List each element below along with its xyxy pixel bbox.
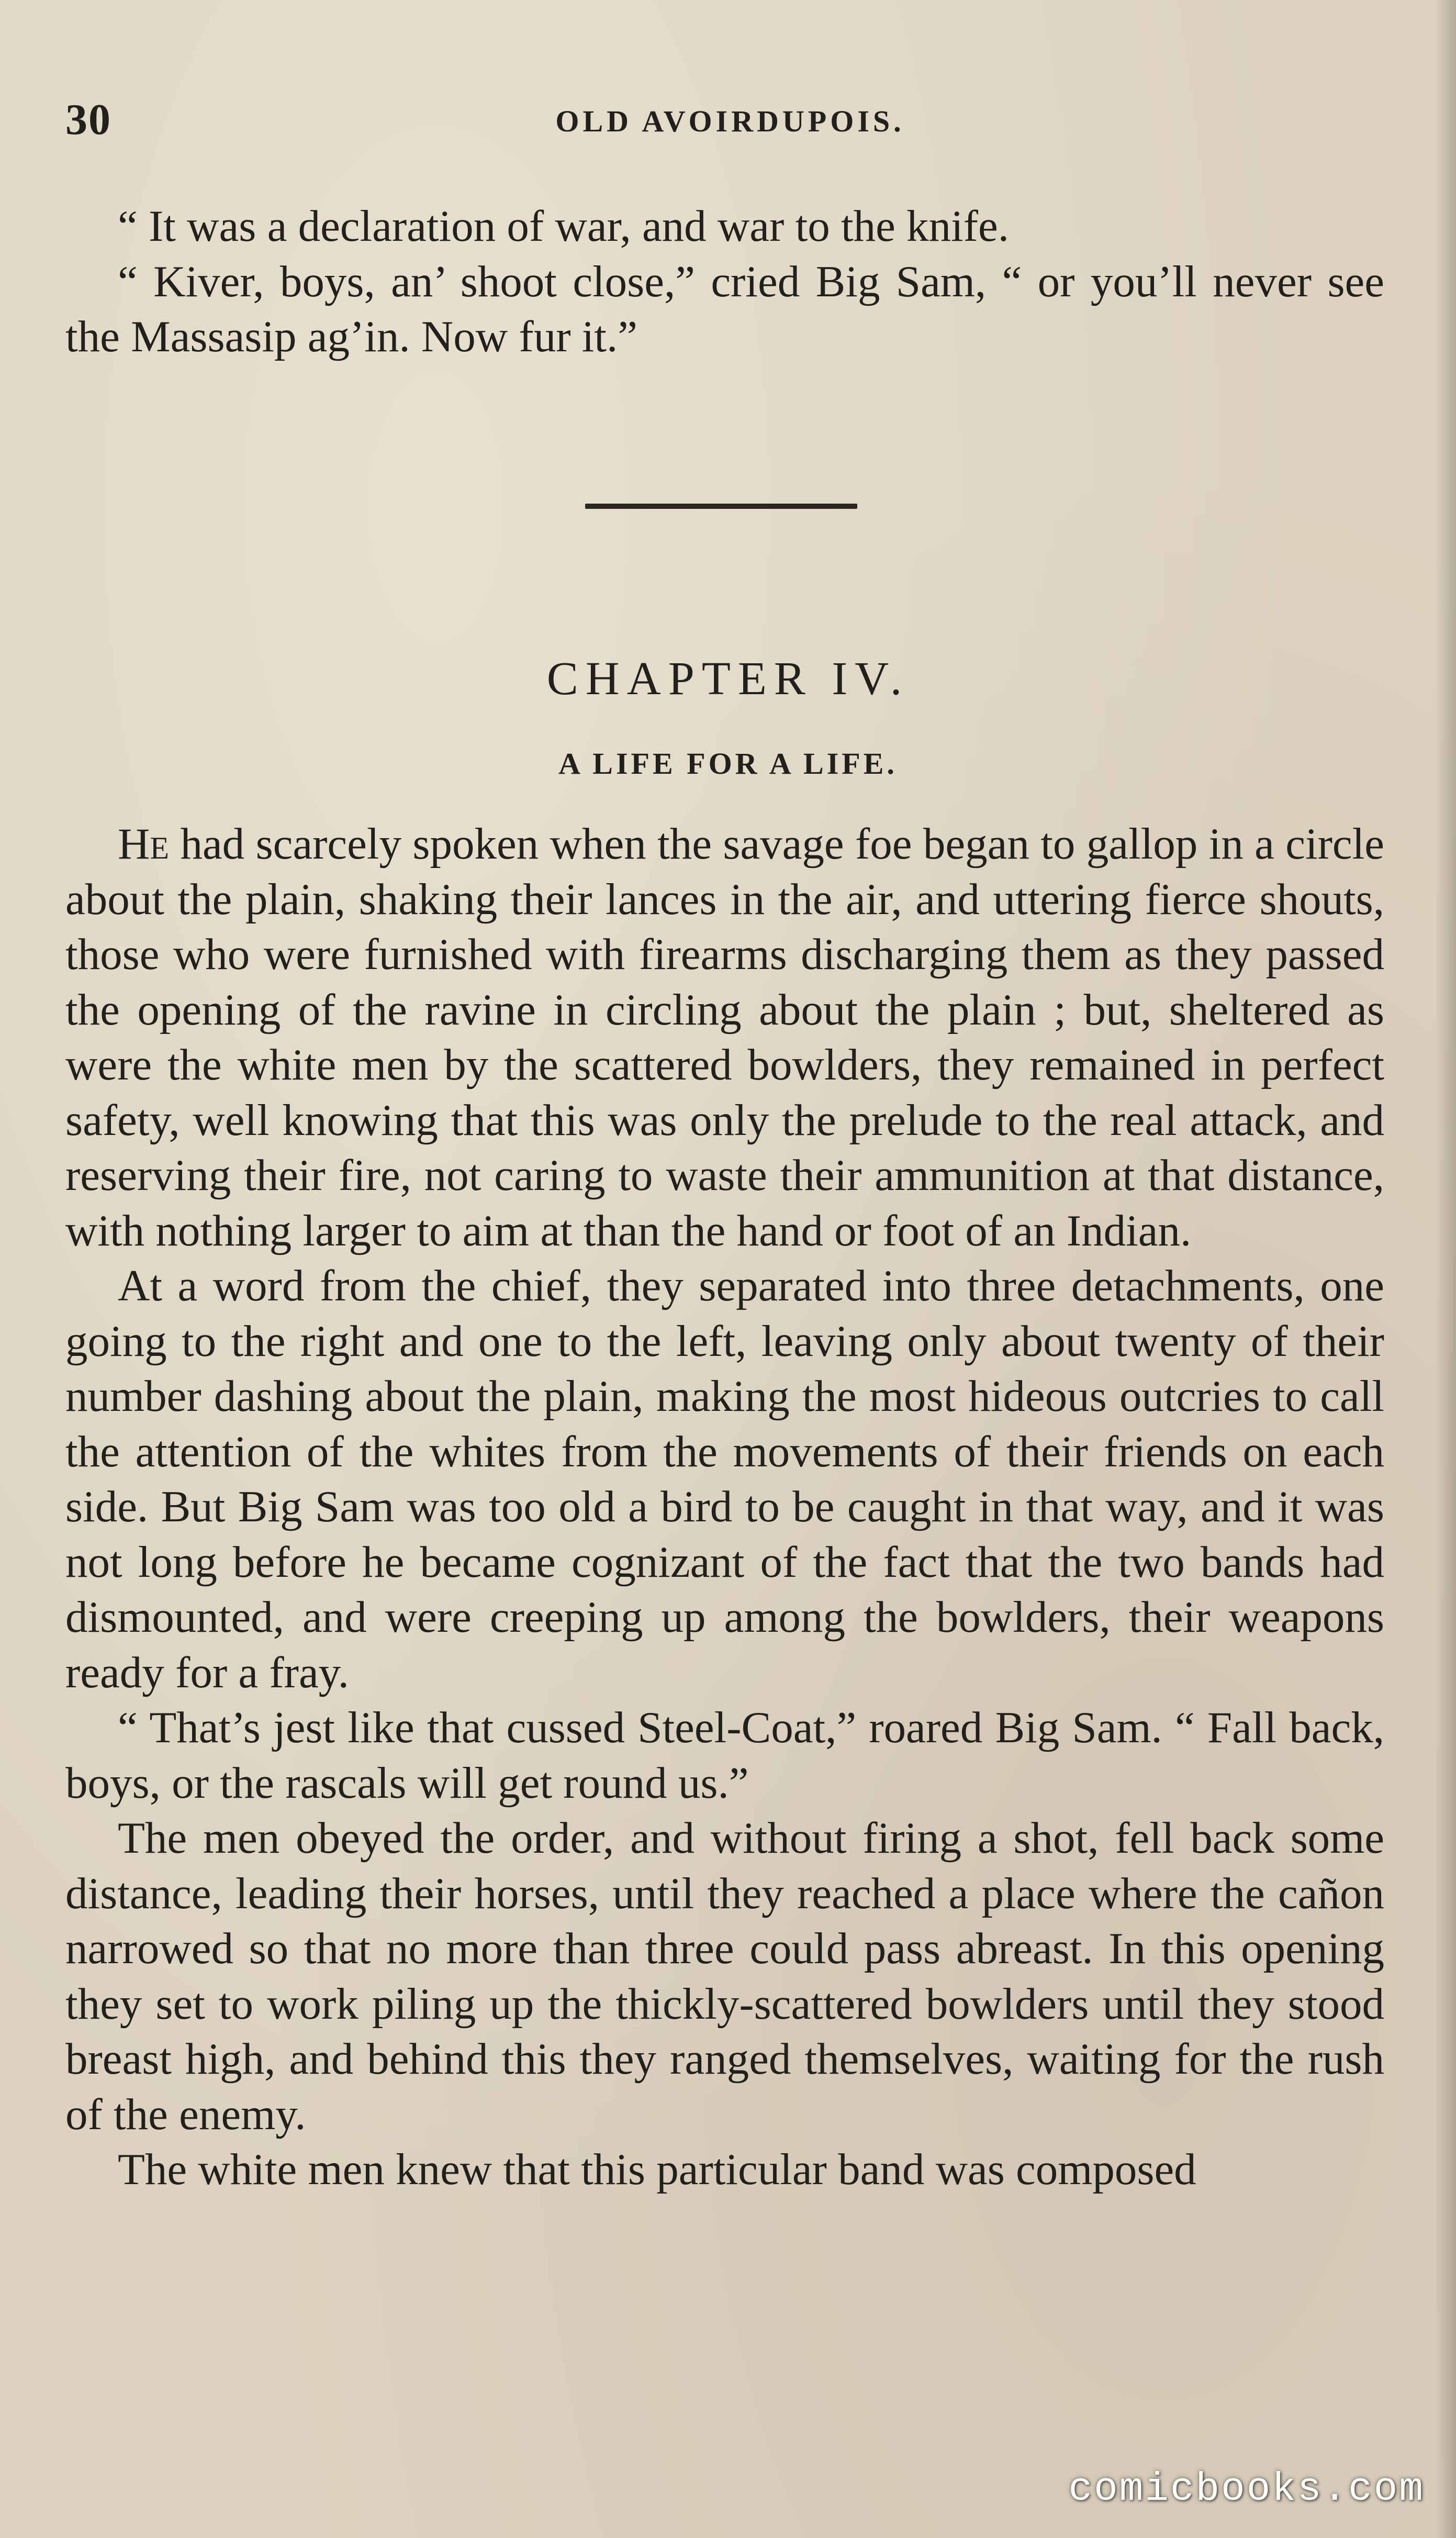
paragraph: “ That’s jest like that cussed Steel-Coat,” roared Big Sam. “ Fall back, boys, or the rascals will get round us.” — [65, 1703, 1384, 1808]
page-edge-shadow — [1435, 0, 1456, 2538]
paragraph: “ It was a declaration of war, and war to the knife. — [118, 202, 1009, 251]
paragraph-text: had scarcely spoken when the savage foe began to gallop in a circle about the plain, shaking their lances in the air, and uttering fierce shouts, those who were furnished with firearms discharging them as they passed the opening of the ravine in circling about the plain ; but, sheltered as were the white men by the scattered bowlders, they remained in perfect safety, well knowing that this was only the prelude to the real attack, and reserving their fire, not caring to waste their ammunition at that distance, with nothing larger to aim at than the hand or foot of an Indian. — [65, 819, 1384, 1255]
paragraph: “ Kiver, boys, an’ shoot close,” cried Big Sam, “ or you’ll never see the Massasip ag’in. Now fur it.” — [65, 257, 1384, 361]
watermark: comicbooks.com — [1068, 2467, 1425, 2512]
running-title: OLD AVOIRDUPOIS. — [555, 104, 905, 138]
lead-word: He — [118, 819, 170, 869]
paragraph: At a word from the chief, they separated into three detachments, one going to the right and one to the left, leaving only about twenty of their number dashing about the plain, making the most hideous outcries to call the attention of the whites from the movements of their friends on each side. But Big Sam was too old a bird to be caught in that way, and it was not long before he became cognizant of the fact that the two bands had dismounted, and were creeping up among the bowlders, their weapons ready for a fray. — [65, 1261, 1384, 1697]
section-divider-rule — [585, 504, 857, 509]
chapter-heading: CHAPTER IV. — [546, 653, 910, 705]
page-number: 30 — [65, 95, 111, 144]
chapter-subtitle: A LIFE FOR A LIFE. — [558, 747, 898, 781]
opening-text — [65, 199, 1384, 365]
running-head — [65, 94, 1395, 152]
chapter-body — [65, 817, 1384, 2198]
paragraph: The men obeyed the order, and without firing a shot, fell back some distance, leading their horses, until they reached a place where the cañon narrowed so that no more than three could pass abreast. In this opening they set to work piling up the thickly-scattered bowlders until they stood breast high, and behind this they ranged themselves, waiting for the rush of the enemy. — [65, 1813, 1384, 2139]
paragraph — [65, 817, 1384, 1259]
paragraph: The white men knew that this particular band was composed — [118, 2145, 1196, 2194]
